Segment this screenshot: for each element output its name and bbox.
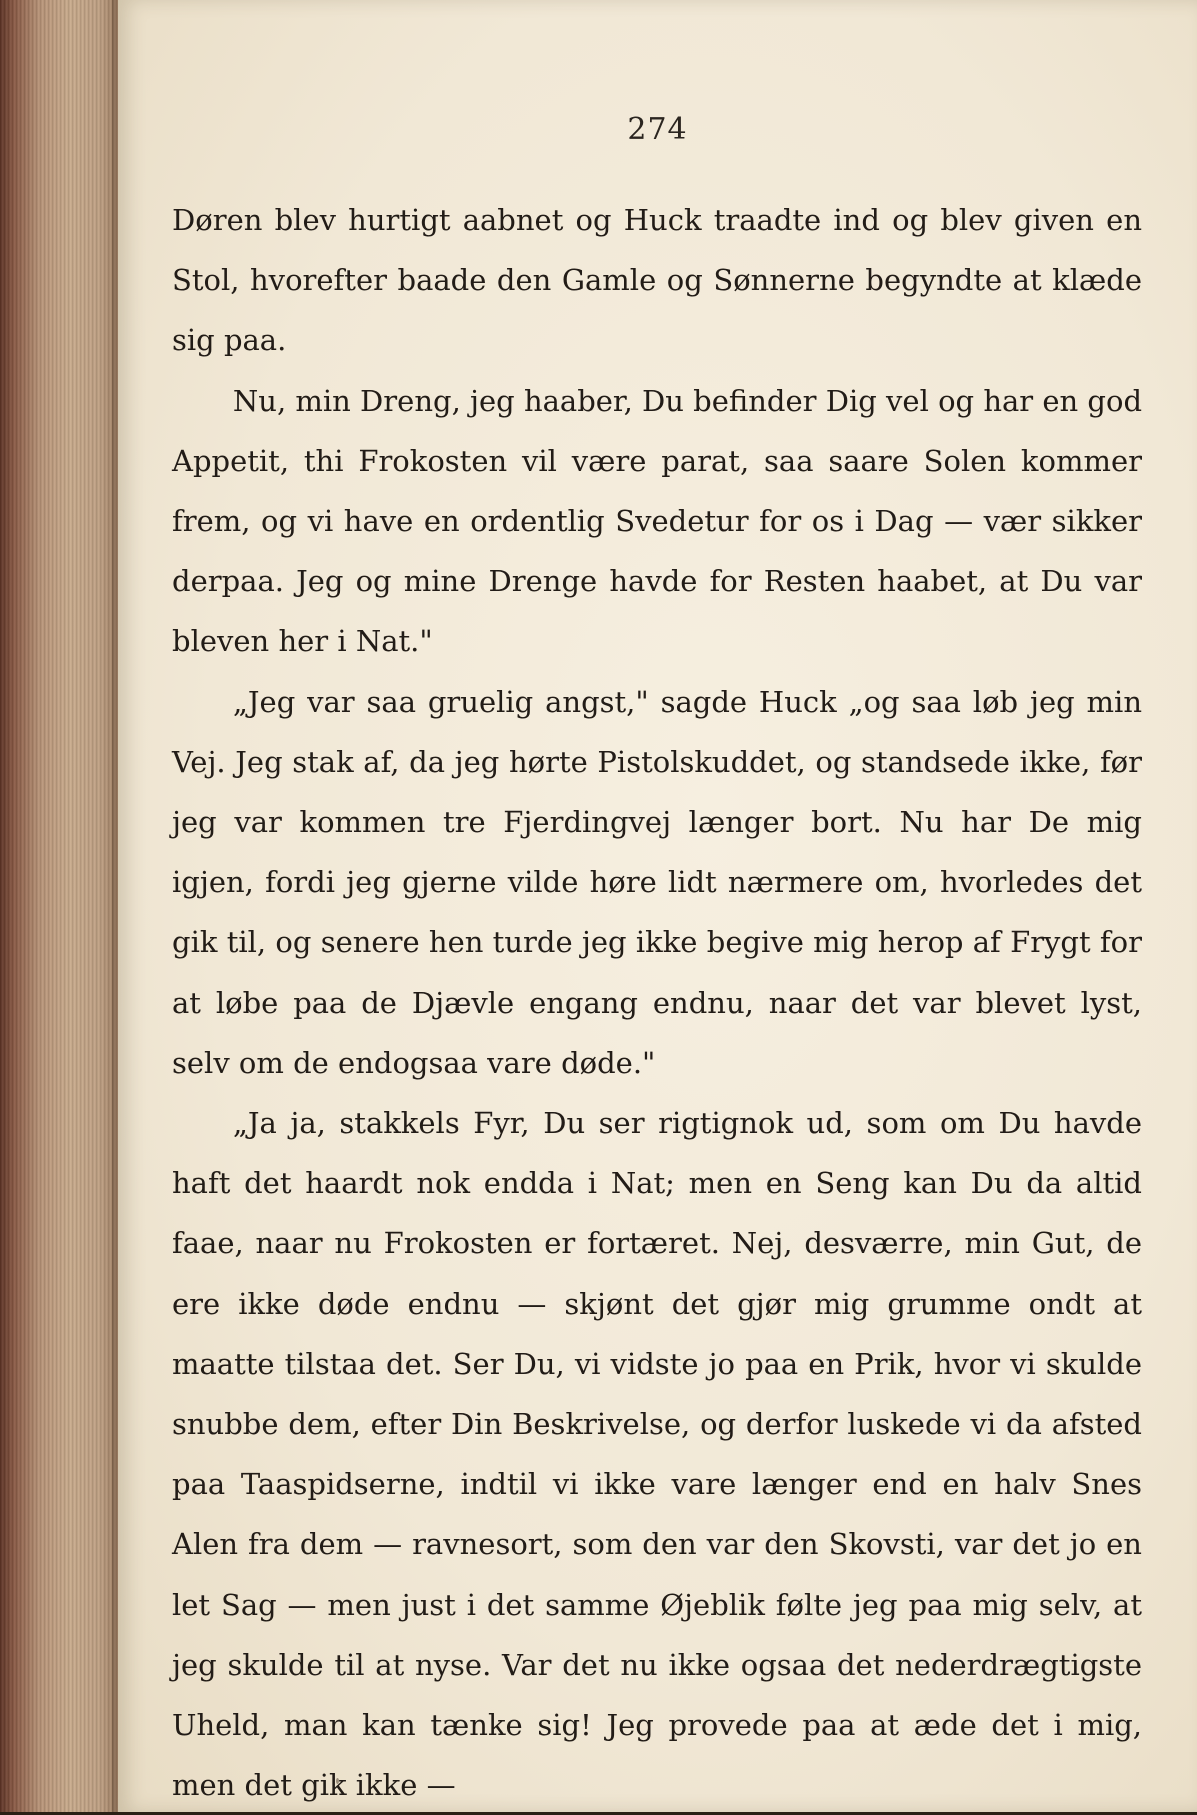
paragraph: Nu, min Dreng, jeg haaber, Du befinder Dig vel og har en god Appetit, thi Frokosten vil være parat, saa saare Solen kommer frem, og vi have en ordentlig Svedetur for os i Dag — vær sikker derpaa. Jeg og mine Drenge havde for Resten haabet, at Du var bleven her i Nat." [172,383,1143,659]
book-spine-edge [0,0,118,1812]
paragraph: „Jeg var saa gruelig angst," sagde Huck „og saa løb jeg min Vej. Jeg stak af, da jeg hørte Pistolskuddet, og standsede ikke, før jeg var kommen tre Fjerdingvej længer bort. Nu har De mig igjen, fordi jeg gjerne vilde høre lidt nærmere om, hvorledes det gik til, og senere hen turde jeg ikke begive mig herop af Frygt for at løbe paa de Djævle engang endnu, naar det var blevet lyst, selv om de endogsaa vare døde." [172,684,1142,1080]
paragraph: Døren blev hurtigt aabnet og Huck traadte ind og blev given en Stol, hvorefter baade den Gamle og Sønnerne begyndte at klæde sig paa. [172,203,1142,358]
body-text [172,190,1142,1815]
page-number: 274 [627,112,688,147]
paragraph: „Ja ja, stakkels Fyr, Du ser rigtignok ud, som om Du havde haft det haardt nok endda i Nat; men en Seng kan Du da altid faae, naar nu Frokosten er fortæret. Nej, desværre, min Gut, de ere ikke døde endnu — skjønt det gjør mig grumme ondt at maatte tilstaa det. Ser Du, vi vidste jo paa en Prik, hvor vi skulde snubbe dem, efter Din Beskrivelse, og derfor luskede vi da afsted paa Taaspidserne, indtil vi ikke vare længer end en halv Snes Alen fra dem — ravnesort, som den var den Skovsti, var det jo en let Sag — men just i det samme Øjeblik følte jeg paa mig selv, at jeg skulde til at nyse. Var det nu ikke ogsaa det nederdrægtigste Uheld, man kan tænke sig! Jeg provede paa at æde det i mig, men det gik ikke — [172,1106,1142,1803]
